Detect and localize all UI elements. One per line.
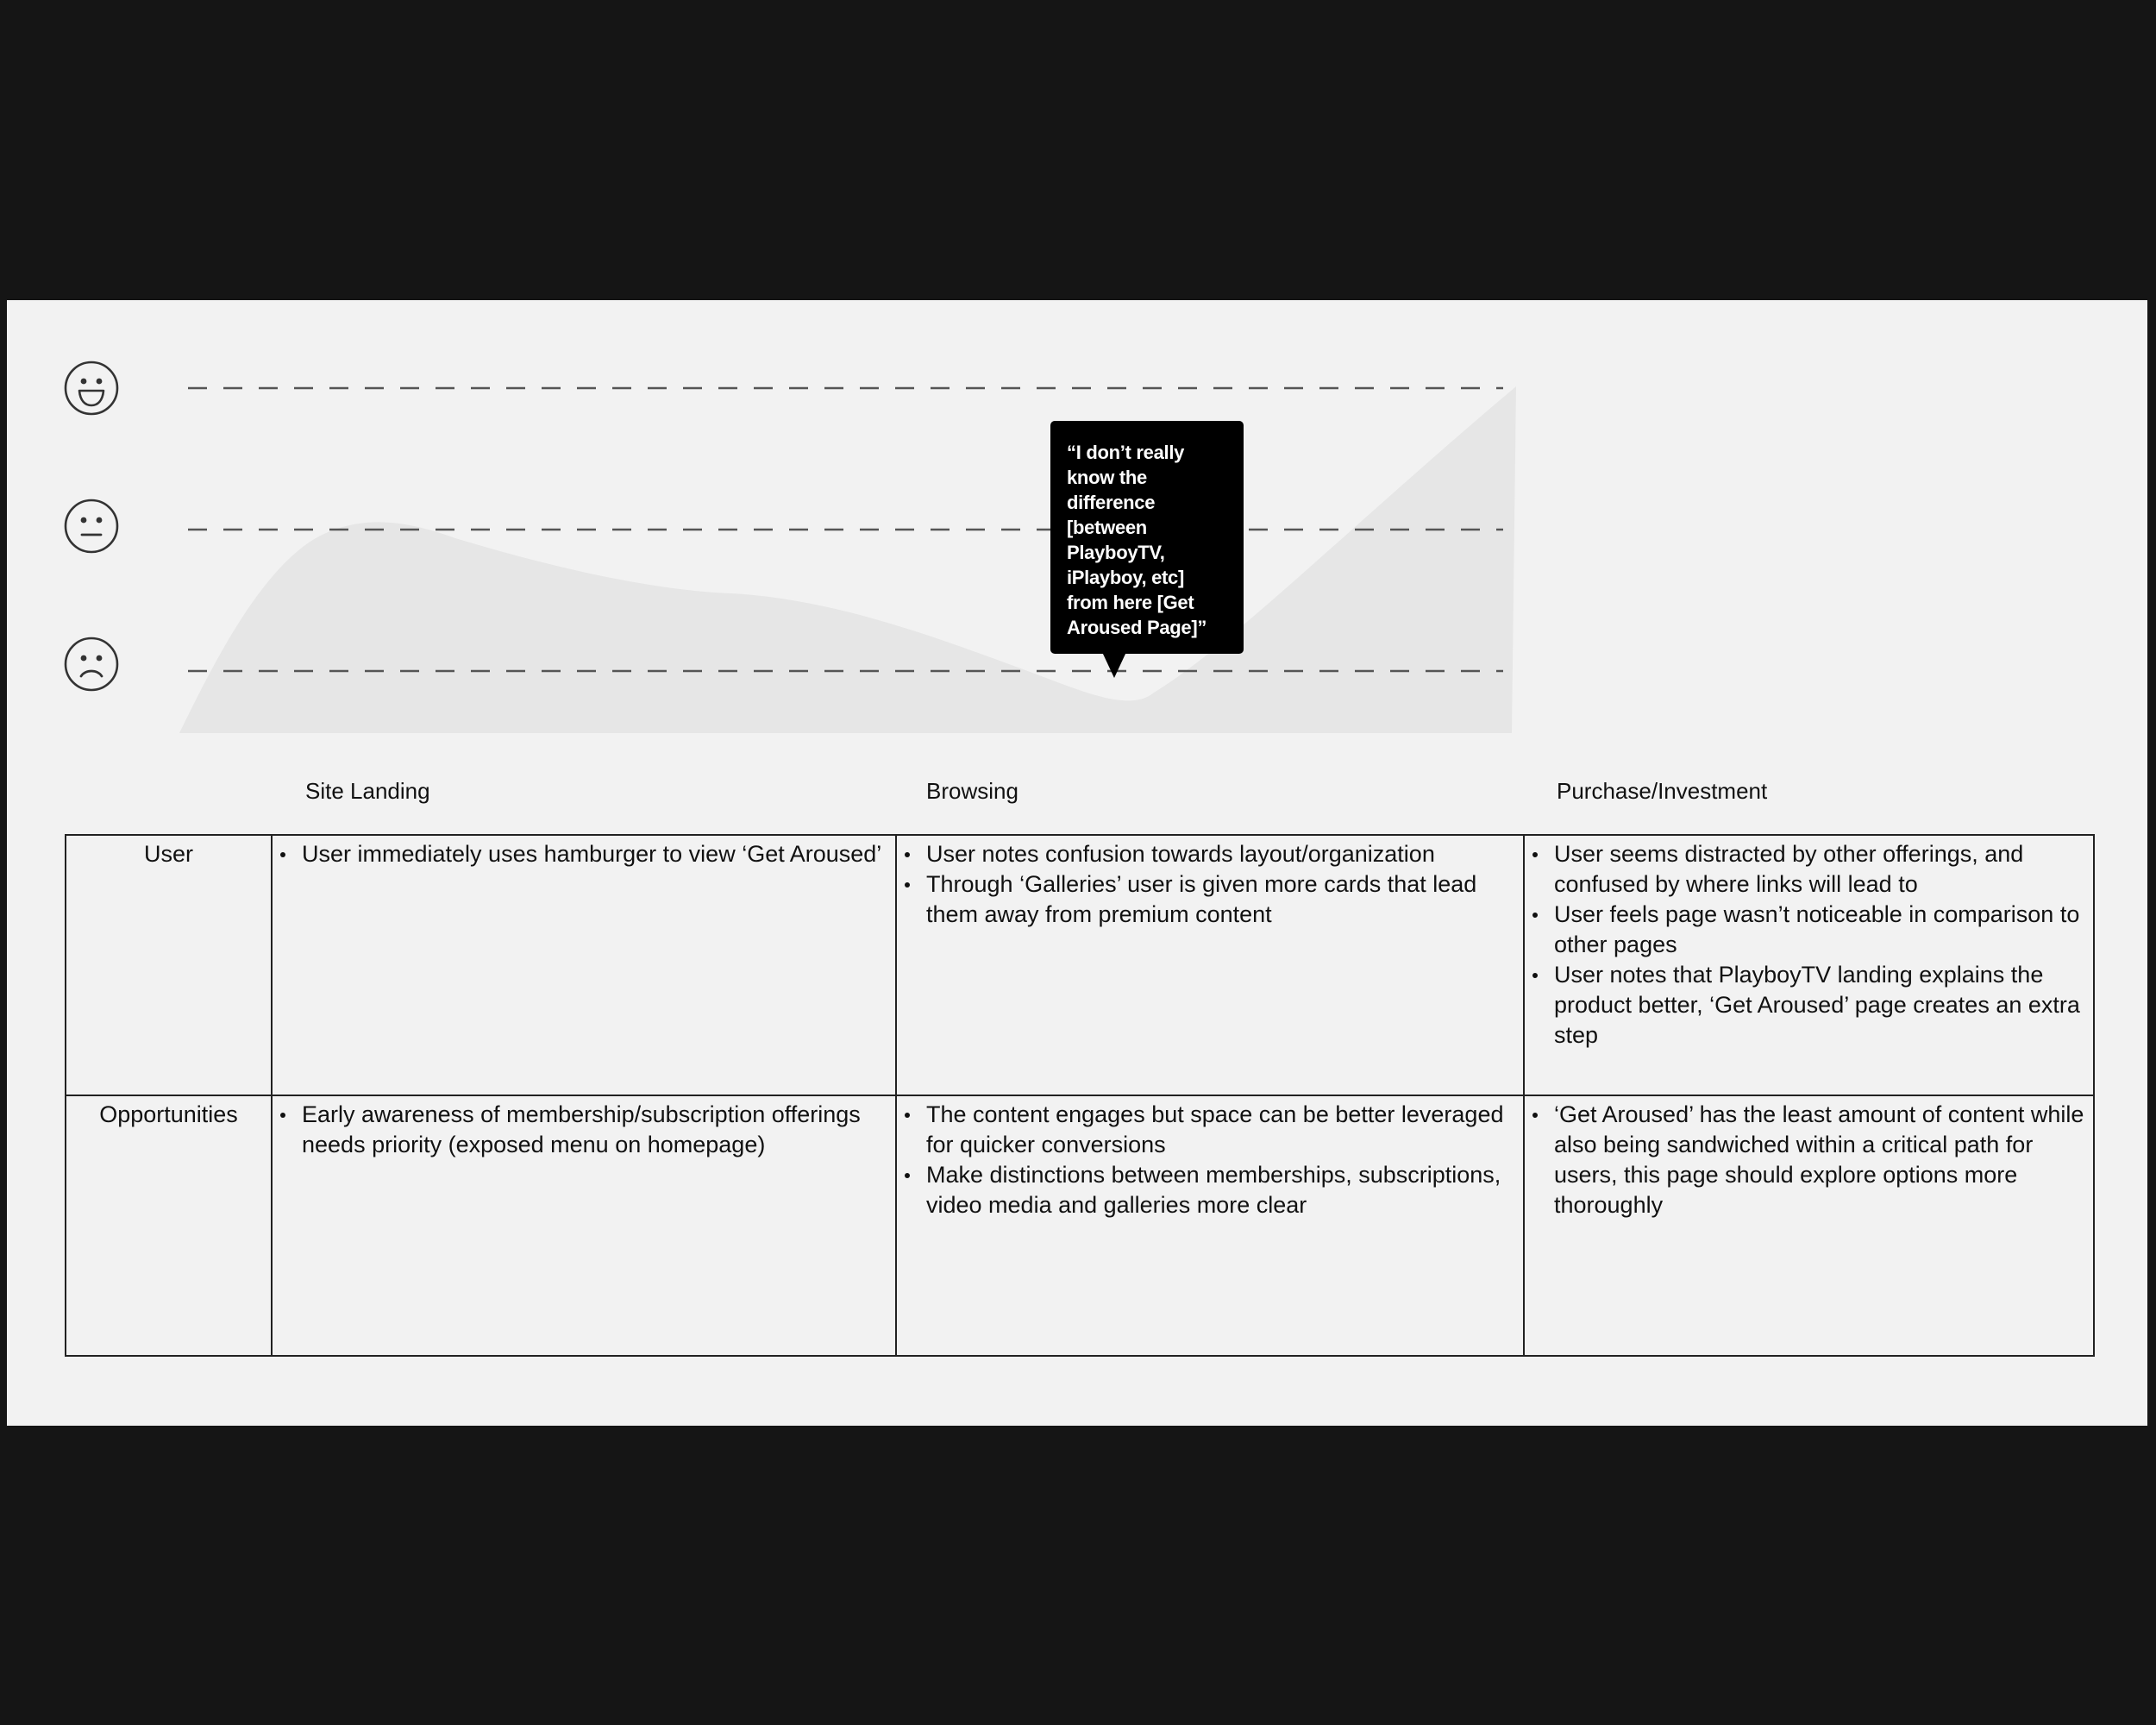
stage-label-site-landing: Site Landing <box>305 778 430 804</box>
bullet-list <box>897 1100 1514 1220</box>
emotion-curve-area <box>179 386 1516 733</box>
journey-matrix-table <box>65 834 2095 1357</box>
cell-opportunities-browsing <box>896 1095 1524 1356</box>
bullet-list <box>1525 839 2084 1051</box>
list-item: The content engages but space can be better leveraged for quicker conversions <box>926 1100 1514 1160</box>
journey-map-board <box>7 300 2147 1426</box>
list-item: ‘Get Aroused’ has the least amount of content while also being sandwiched within a critical path for users, this page should explore options more thoroughly <box>1554 1100 2084 1220</box>
list-item: Make distinctions between memberships, subscriptions, video media and galleries more clear <box>926 1160 1514 1220</box>
row-header-opportunities: Opportunities <box>66 1095 272 1356</box>
list-item: Through ‘Galleries’ user is given more cards that lead them away from premium content <box>926 869 1514 930</box>
bullet-list <box>273 839 887 869</box>
cell-opportunities-site-landing <box>272 1095 896 1356</box>
cell-opportunities-purchase <box>1524 1095 2094 1356</box>
list-item: User notes confusion towards layout/organization <box>926 839 1514 869</box>
list-item: User feels page wasn’t noticeable in comparison to other pages <box>1554 900 2084 960</box>
happy-face-icon <box>64 361 119 416</box>
cell-user-site-landing <box>272 835 896 1095</box>
bullet-list <box>897 839 1514 930</box>
neutral-face-icon <box>64 499 119 554</box>
cell-user-purchase <box>1524 835 2094 1095</box>
table-row-opportunities <box>66 1095 2094 1356</box>
stage-label-purchase-investment: Purchase/Investment <box>1557 778 1768 804</box>
table-row-user <box>66 835 2094 1095</box>
user-quote-tooltip: “I don’t really know the difference [between PlayboyTV, iPlayboy, etc] from here [Get Aroused Page]” <box>1050 421 1244 654</box>
bullet-list <box>273 1100 887 1160</box>
sad-face-icon <box>64 637 119 692</box>
row-header-user: User <box>66 835 272 1095</box>
list-item: User immediately uses hamburger to view ‘Get Aroused’ <box>302 839 887 869</box>
bullet-list <box>1525 1100 2084 1220</box>
list-item: User notes that PlayboyTV landing explains the product better, ‘Get Aroused’ page creates an extra step <box>1554 960 2084 1051</box>
stage-label-browsing: Browsing <box>926 778 1018 804</box>
list-item: Early awareness of membership/subscription offerings needs priority (exposed menu on homepage) <box>302 1100 887 1160</box>
cell-user-browsing <box>896 835 1524 1095</box>
list-item: User seems distracted by other offerings, and confused by where links will lead to <box>1554 839 2084 900</box>
